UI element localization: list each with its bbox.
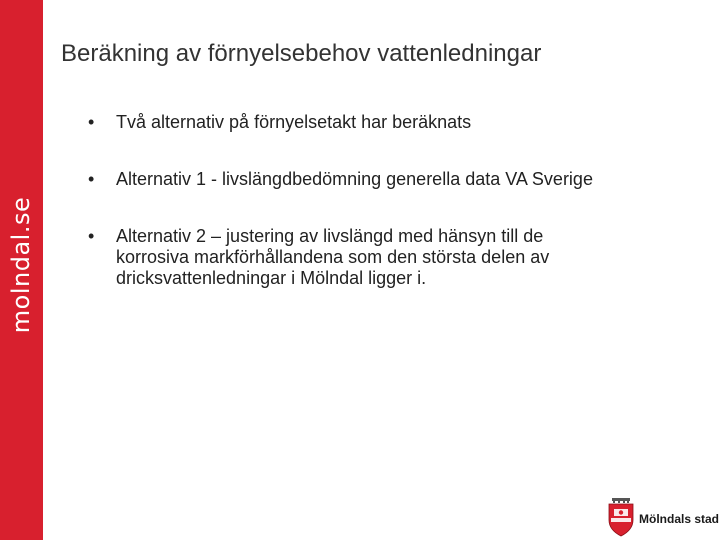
bullet-dot: •	[88, 112, 95, 132]
bullet-item	[88, 169, 598, 190]
logo-text: Mölndals stad	[639, 512, 720, 526]
bullet-text: Alternativ 1 - livslängdbedömning generella data VA Sverige	[116, 169, 593, 189]
bullet-dot: •	[88, 226, 95, 246]
sidebar-website-label: molndal.se	[7, 196, 35, 334]
bullet-list	[88, 112, 598, 289]
bullet-text: Två alternativ på förnyelsetakt har beräknats	[116, 112, 472, 132]
sidebar-band	[0, 0, 43, 540]
slide-title: Beräkning av förnyelsebehov vattenledningar	[61, 40, 542, 67]
coat-of-arms-icon	[606, 498, 636, 538]
bullet-item	[88, 226, 598, 289]
bullet-dot: •	[88, 169, 95, 189]
bullet-item	[88, 112, 598, 133]
bullet-text: Alternativ 2 – justering av livslängd med hänsyn till de korrosiva markförhållandena som den största delen av dricksvattenledningar i Mölndal ligger i.	[116, 226, 550, 288]
molndals-stad-logo	[606, 498, 720, 540]
